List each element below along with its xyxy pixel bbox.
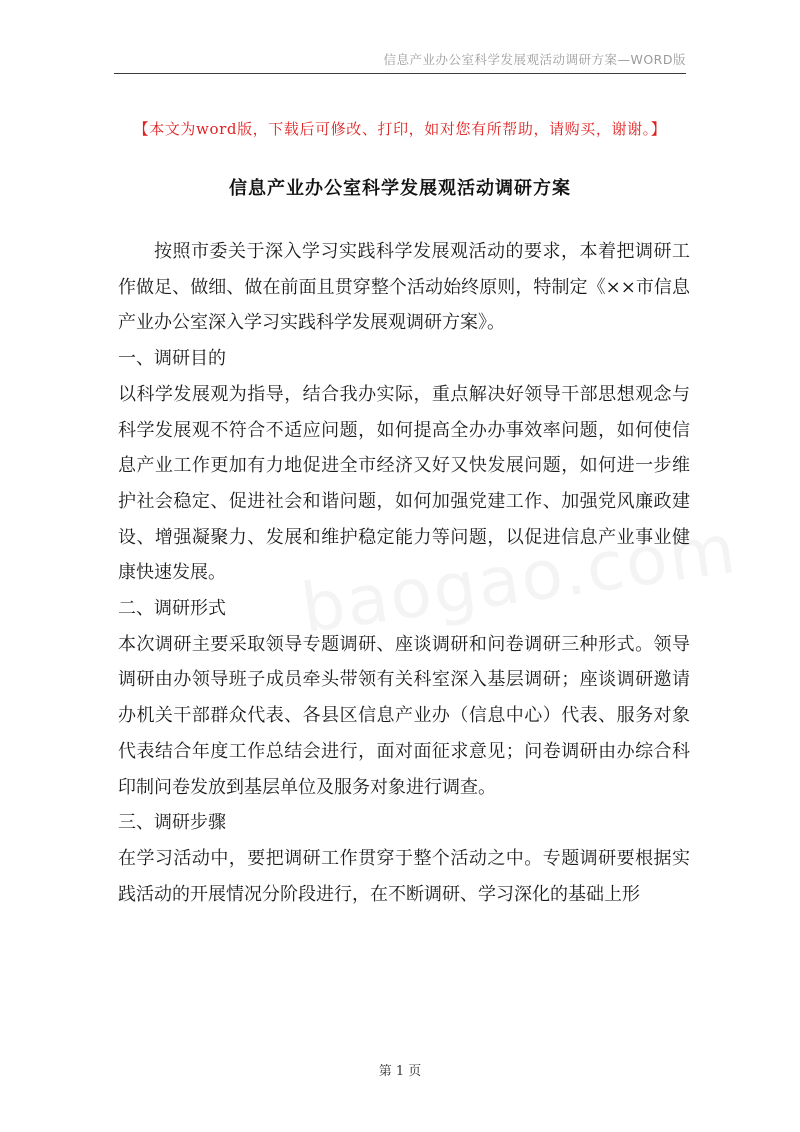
section-heading-purpose: 一、调研目的 [118,348,226,370]
section-paragraph-form: 本次调研主要采取领导专题调研、座谈调研和问卷调研三种形式。领导调研由办领导班子成员牵头带领有关科室深入基层调研；座谈调研邀请办机关干部群众代表、各县区信息产业办（信息中心）代表、服务对象代表结合年度工作总结会进行，面对面征求意见；问卷调研由办综合科印制问卷发放到基层单位及服务对象进行调查。 [118,633,690,798]
section-heading-form: 二、调研形式 [118,598,226,620]
section-paragraph-purpose: 以科学发展观为指导，结合我办实际，重点解决好领导干部思想观念与科学发展观不符合不适应问题，如何提高全办办事效率问题，如何使信息产业工作更加有力地促进全市经济又好又快发展问题，如何进一步维护社会稳定、促进社会和谐问题，如何加强党建工作、加强党风廉政建设、增强凝聚力、发展和维护稳定能力等问题，以促进信息产业事业健康快速发展。 [118,383,690,584]
document-title: 信息产业办公室科学发展观活动调研方案 [229,178,571,199]
section-heading-steps: 三、调研步骤 [118,812,226,834]
download-notice: 【本文为word版，下载后可修改、打印，如对您有所帮助，请购买，谢谢。】 [133,120,667,138]
page-number: 第 1 页 [378,1064,422,1079]
section-paragraph-steps: 在学习活动中，要把调研工作贯穿于整个活动之中。专题调研要根据实践活动的开展情况分阶段进行，在不断调研、学习深化的基础上形 [118,847,690,905]
intro-paragraph: 按照市委关于深入学习实践科学发展观活动的要求，本着把调研工作做足、做细、做在前面且贯穿整个活动始终原则，特制定《××市信息产业办公室深入学习实践科学发展观调研方案》。 [118,241,690,334]
header-divider [114,73,686,74]
running-header: 信息产业办公室科学发展观活动调研方案—WORD版 [383,52,686,67]
document-body [118,234,690,912]
